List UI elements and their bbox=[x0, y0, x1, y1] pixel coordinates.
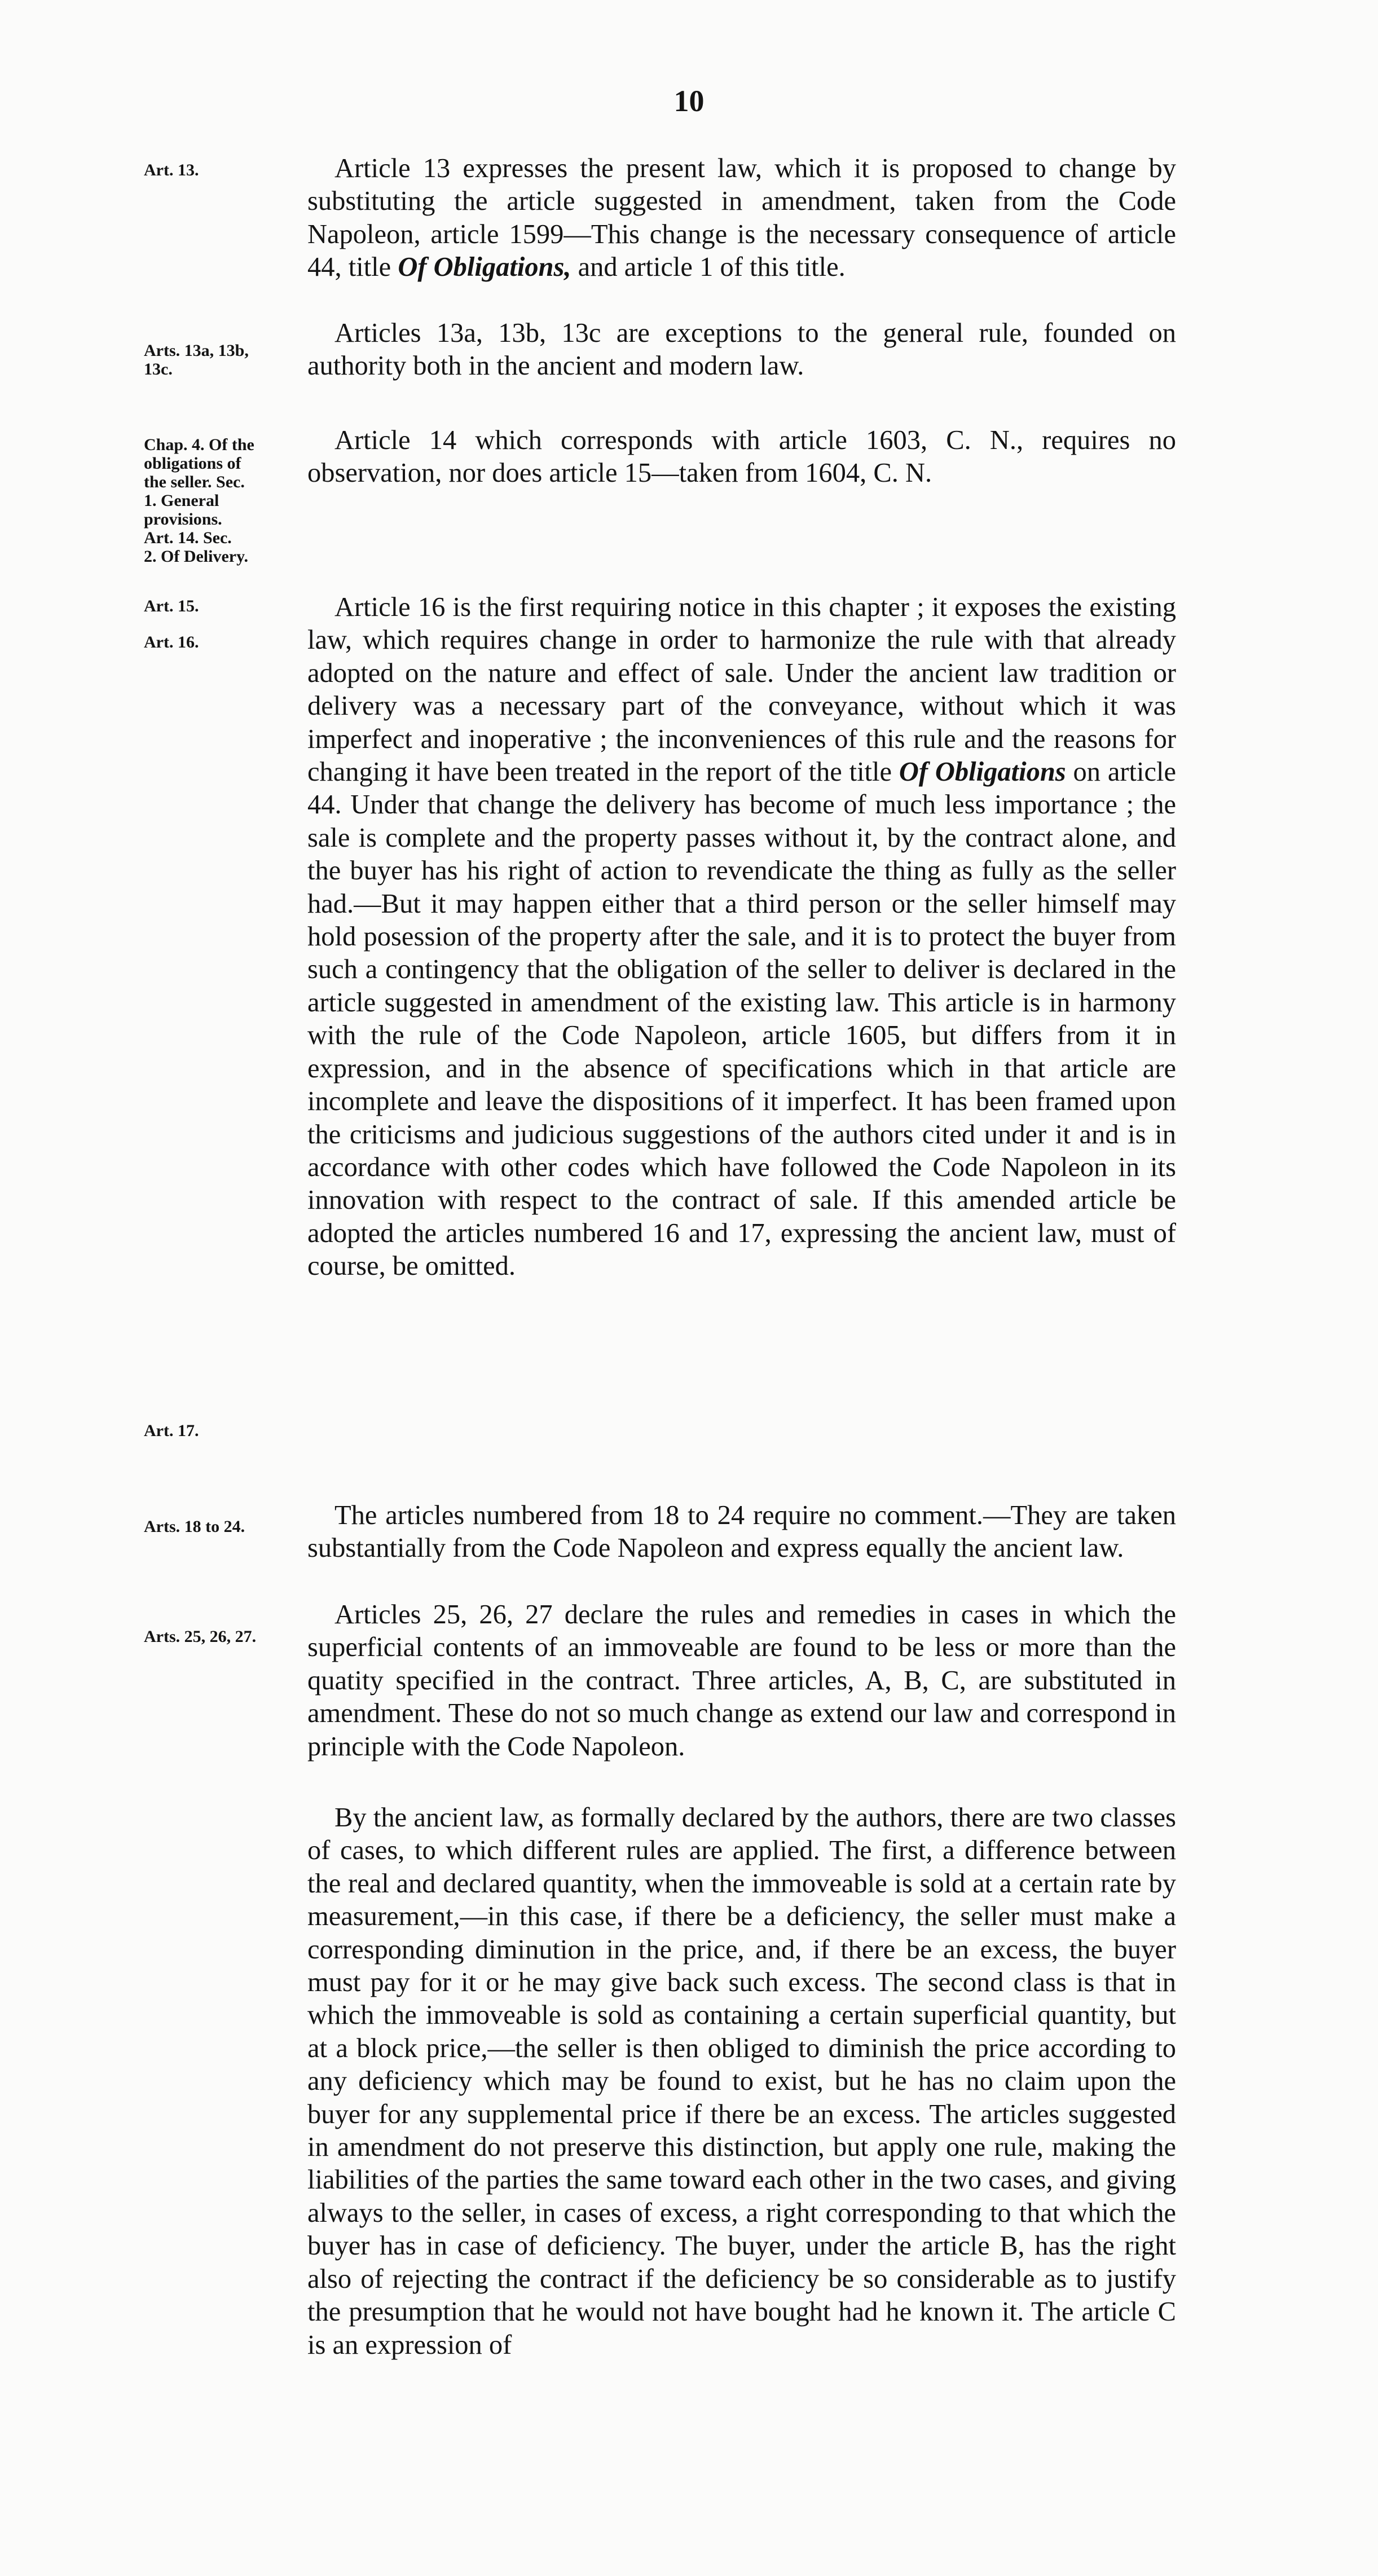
margin-note-art-16: Art. 16. bbox=[144, 633, 199, 651]
paragraph-text: Article 16 is the first requiring notice in this chapter ; it exposes the existing law, which requires change in order to harmonize the rule with that already adopted on the nature and effect of sale. Under the ancient law tradition or delivery was a necessary part of the conveyance, without which it was imperfect and inoperative ; the inconveniences of this rule and the reasons for changing it have been treated in the report of the title bbox=[307, 592, 1176, 787]
paragraph-articles-18-24 bbox=[307, 1499, 1176, 1565]
page-number: 10 bbox=[673, 84, 705, 118]
paragraph-article-13 bbox=[307, 152, 1176, 284]
paragraph-text: Article 14 which corresponds with article 1603, C. N., requires no observation, nor does article 15—taken from 1604, C. N. bbox=[307, 425, 1176, 488]
margin-note-chap-4: Chap. 4. Of the obligations of the seller. Sec. 1. General provisions. Art. 14. Sec. 2. Of Delivery. bbox=[144, 435, 254, 566]
paragraph-article-16 bbox=[307, 591, 1176, 1283]
paragraph-text: Articles 13a, 13b, 13c are exceptions to the general rule, founded on authority both in the ancient and modern law. bbox=[307, 318, 1176, 381]
margin-note-art-15: Art. 15. bbox=[144, 597, 199, 615]
paragraph-text: on article 44. Under that change the delivery has become of much less importance ; the sale is complete and the property passes without it, by the contract alone, and the buyer has his right of action to revendicate the thing as fully as the seller had.—But it may happen either that a third person or the seller himself may hold posession of the property after the sale, and it is to protect the buyer from such a contingency that the obligation of the seller to deliver is declared in the article suggested in amendment of the existing law. This article is in harmony with the rule of the Code Napoleon, article 1605, but differs from it in expression, and in the absence of specifications which in that article are incomplete and leave the dispositions of it imperfect. It has been framed upon the criticisms and judicious suggestions of the authors cited under it and is in accordance with other codes which have followed the Code Napoleon in its innovation with respect to the contract of sale. If this amended article be adopted the articles numbered 16 and 17, expressing the ancient law, must of course, be omitted. bbox=[307, 757, 1177, 1282]
paragraph-articles-13a-13b-13c bbox=[307, 317, 1176, 383]
margin-note-art-17: Art. 17. bbox=[144, 1421, 199, 1440]
paragraph-text: and article 1 of this title. bbox=[571, 252, 846, 283]
paragraph-article-14 bbox=[307, 424, 1176, 490]
paragraph-text: By the ancient law, as formally declared by the authors, there are two classes of cases, to which different rules are applied. The first, a difference between the real and declared quantity, when the immoveable is sold at a certain rate by measurement,—in this case, if there be a deficiency, the seller must make a corresponding diminution in the price, and, if there be an excess, the buyer must pay for it or he may give back such excess. The second class is that in which the immoveable is sold as containing a certain superficial quantity, but at a block price,—the seller is then obliged to diminish the price according to any deficiency which may be found to exist, but he has no claim upon the buyer for any supplemental price if there be an excess. The articles suggested in amendment do not preserve this distinction, but apply one rule, making the liabilities of the parties the same toward each other in the two cases, and giving always to the seller, in cases of excess, a right corresponding to that which the buyer has in case of deficiency. The buyer, under the article B, has the right also of rejecting the contract if the deficiency be so considerable as to justify the presumption that he would not have bought had he known it. The article C is an expression of bbox=[307, 1803, 1176, 2360]
paragraph-text: Articles 25, 26, 27 declare the rules and remedies in cases in which the superficial contents of an immoveable are found to be less or more than the quatity specified in the contract. Three articles, A, B, C, are substituted in amendment. These do not so much change as extend our law and correspond in principle with the Code Napoleon. bbox=[307, 1600, 1176, 1762]
margin-note-art-13: Art. 13. bbox=[144, 161, 199, 179]
title-reference: Of Obligations bbox=[899, 757, 1066, 787]
paragraph-ancient-law bbox=[307, 1802, 1176, 2362]
margin-note-arts-13a-13b-13c: Arts. 13a, 13b, 13c. bbox=[144, 341, 249, 378]
paragraph-text: Article 13 expresses the present law, which it is proposed to change by substituting the article suggested in amendment, taken from the Code Napoleon, article 1599—This change is the necessary consequence of article 44, title bbox=[307, 153, 1176, 283]
margin-note-arts-18-24: Arts. 18 to 24. bbox=[144, 1517, 245, 1536]
paragraph-text: The articles numbered from 18 to 24 require no comment.—They are taken substantially from the Code Napoleon and express equally the ancient law. bbox=[307, 1500, 1176, 1564]
margin-note-arts-25-26-27: Arts. 25, 26, 27. bbox=[144, 1627, 257, 1646]
paragraph-articles-25-26-27 bbox=[307, 1599, 1176, 1763]
title-reference: Of Obligations, bbox=[398, 252, 571, 283]
